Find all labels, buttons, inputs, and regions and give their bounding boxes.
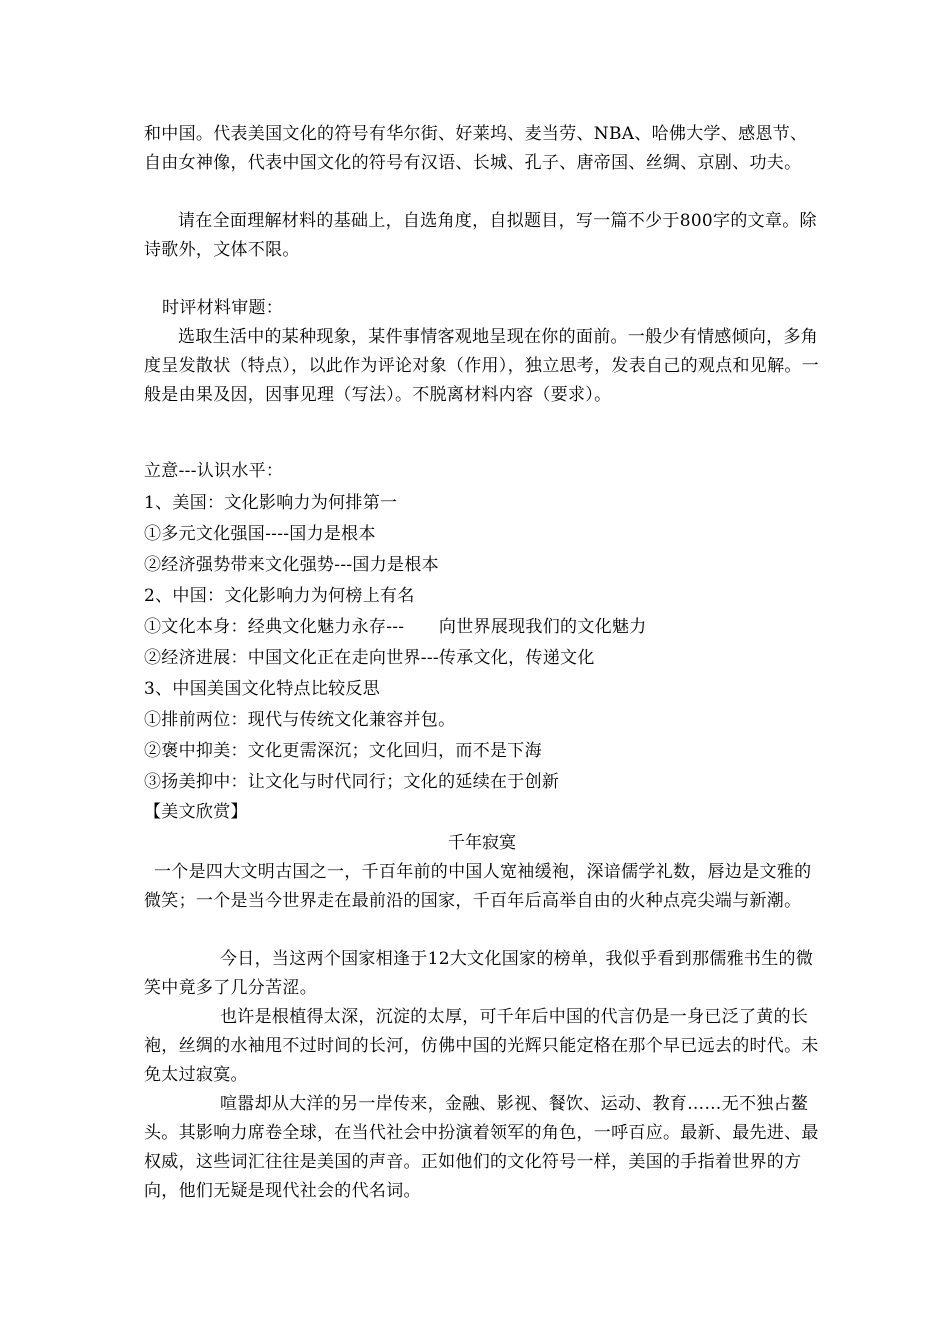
thesis-item: ②经济强势带来文化强势---国力是根本 xyxy=(144,555,439,575)
thesis-heading: 立意---认识水平： xyxy=(144,461,284,481)
review-body: 选取生活中的某种现象，某件事情客观地呈现在你的面前。一般少有情感倾向，多角度呈发散状（特点），以此作为评论对象（作用），独立思考，发表自己的观点和见解。一般是由果及因，因事见理（写法）。不脱离材料内容（要求）。 xyxy=(144,327,819,405)
essay-paragraph-2: 今日，当这两个国家相逢于12大文化国家的榜单，我似乎看到那儒雅书生的微笑中竟多了几分苦涩。 xyxy=(144,949,814,998)
thesis-item: ②褒中抑美：文化更需深沉；文化回归，而不是下海 xyxy=(144,741,542,761)
essay-paragraph-3: 也许是根植得太深，沉淀的太厚，可千年后中国的代言仍是一身已泛了黄的长袍，丝绸的水袖甩不过时间的长河，仿佛中国的光辉只能定格在那个早已远去的时代。未免太过寂寞。 xyxy=(144,1007,819,1085)
intro-paragraph-1: 和中国。代表美国文化的符号有华尔街、好莱坞、麦当劳、NBA、哈佛大学、感恩节、自由女神像，代表中国文化的符号有汉语、长城、孔子、唐帝国、丝绸、京剧、功夫。 xyxy=(144,124,808,173)
essay-paragraph-1: 一个是四大文明古国之一，千百年前的中国人宽袖缓袍，深谙儒学礼数，唇边是文雅的微笑；一个是当今世界走在最前沿的国家，千百年后高举自由的火种点亮尖端与新潮。 xyxy=(144,862,812,911)
thesis-item: 2、中国：文化影响力为何榜上有名 xyxy=(144,586,415,606)
thesis-item: ③扬美抑中：让文化与时代同行；文化的延续在于创新 xyxy=(144,772,560,792)
review-heading: 时评材料审题： xyxy=(162,298,284,318)
thesis-item: 1、美国：文化影响力为何排第一 xyxy=(144,493,398,513)
thesis-item: ①多元文化强国----国力是根本 xyxy=(144,524,376,544)
intro-paragraph-2: 请在全面理解材料的基础上，自选角度，自拟题目，写一篇不少于800字的文章。除诗歌外，文体不限。 xyxy=(144,211,817,260)
essay-title: 千年寂寞 xyxy=(448,833,516,853)
thesis-item: ①排前两位：现代与传统文化兼容并包。 xyxy=(144,710,456,730)
essay-section-label: 【美文欣赏】 xyxy=(144,802,248,822)
thesis-item: ①文化本身：经典文化魅力永存--- 向世界展现我们的文化魅力 xyxy=(144,617,647,637)
thesis-item: ②经济进展：中国文化正在走向世界---传承文化，传递文化 xyxy=(144,648,595,668)
essay-paragraph-4: 喧嚣却从大洋的另一岸传来，金融、影视、餐饮、运动、教育……无不独占鳌头。其影响力席卷全球，在当代社会中扮演着领军的角色，一呼百应。最新、最先进、最权威，这些词汇往往是美国的声音。正如他们的文化符号一样，美国的手指着世界的方向，他们无疑是现代社会的代名词。 xyxy=(144,1094,819,1201)
thesis-item: 3、中国美国文化特点比较反思 xyxy=(144,679,381,699)
